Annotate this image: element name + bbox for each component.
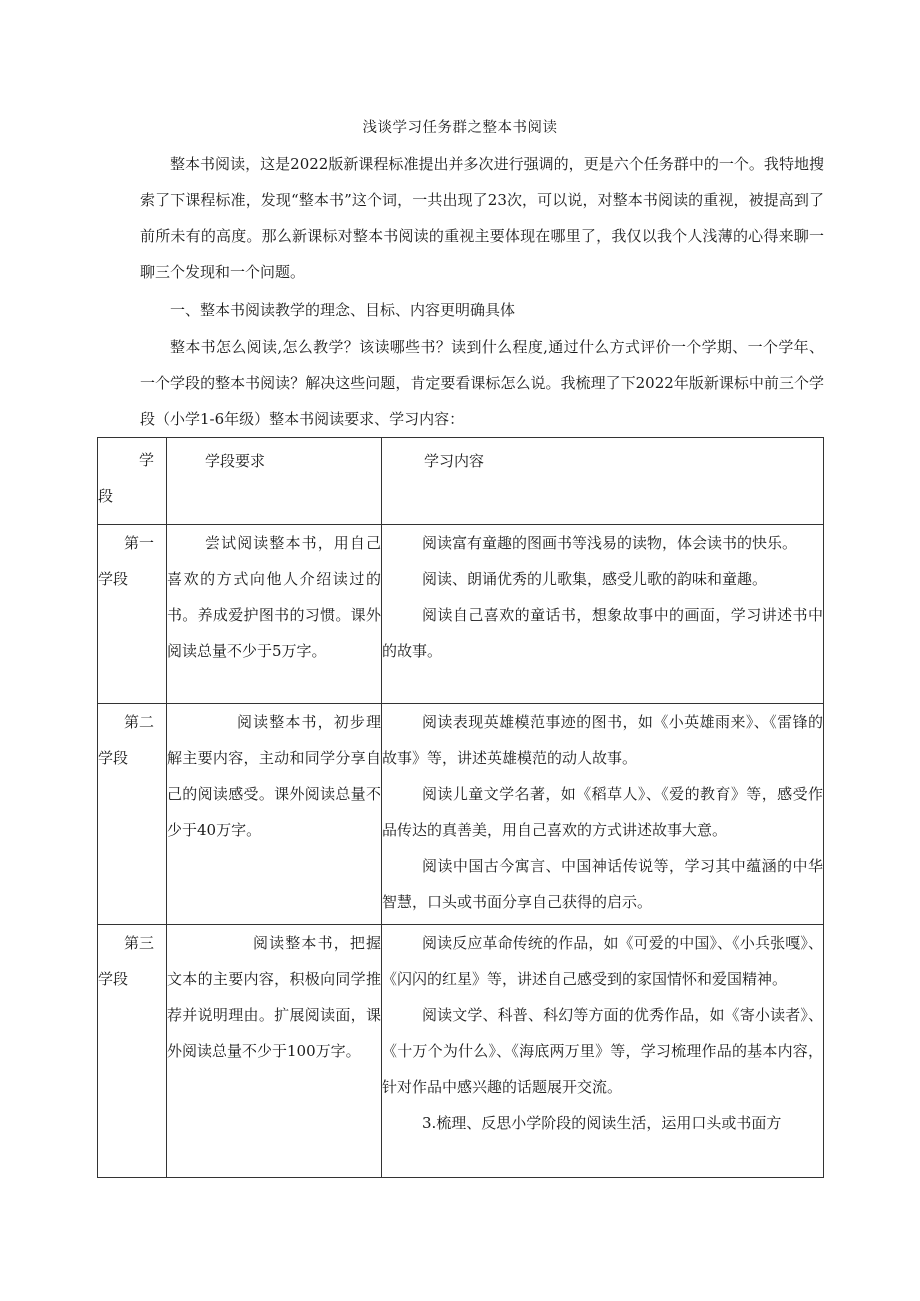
requirement-cell xyxy=(167,704,382,925)
stage-label-suffix: 学段 xyxy=(98,970,129,988)
intro-paragraph: 整本书阅读，这是2022版新课程标准提出并多次进行强调的，更是六个任务群中的一个。我特地搜索了下课程标准，发现“整本书”这个词，一共出现了23次，可以说，对整本书阅读的重视，被提高到了前所未有的高度。那么新课标对整本书阅读的重视主要体现在哪里了，我仅以我个人浅薄的心得来聊一聊三个发现和一个问题。 xyxy=(140,155,824,281)
section-paragraph-1: 整本书怎么阅读,怎么教学？该读哪些书？读到什么程度,通过什么方式评价一个学期、一个学年、一个学段的整本书阅读？解决这些问题，肯定要看课标怎么说。我梳理了下2022年版新课标中前三个学段（小学1-6年级）整本书阅读要求、学习内容： xyxy=(140,338,824,428)
header-stage-cell xyxy=(98,438,167,525)
requirement-cell xyxy=(167,525,382,704)
header-requirement-cell: 学段要求 xyxy=(167,438,382,525)
content-item: 阅读表现英雄模范事迹的图书，如《小英雄雨来》、《雷锋的故事》等，讲述英雄模范的动人故事。 xyxy=(382,713,823,767)
header-content-cell: 学习内容 xyxy=(382,438,824,525)
requirement-text: 阅读整本书，初步理解主要内容，主动和同学分享自己的阅读感受。课外阅读总量不少于40万字。 xyxy=(167,713,381,839)
stage-label-suffix: 学段 xyxy=(98,570,129,588)
requirement-cell xyxy=(167,925,382,1178)
section-heading-1: 一、整本书阅读教学的理念、目标、内容更明确具体 xyxy=(170,301,516,319)
header-stage-label-b: 段 xyxy=(98,487,114,505)
content-cell xyxy=(382,925,824,1178)
table-row xyxy=(98,525,824,704)
content-item: 阅读反应革命传统的作品，如《可爱的中国》、《小兵张嘎》、《闪闪的红星》等，讲述自己感受到的家国情怀和爱国精神。 xyxy=(382,934,823,988)
requirement-text: 尝试阅读整本书，用自己喜欢的方式向他人介绍读过的书。养成爱护图书的习惯。课外阅读总量不少于5万字。 xyxy=(167,534,381,660)
content-item: 阅读、朗诵优秀的儿歌集，感受儿歌的韵味和童趣。 xyxy=(422,570,768,588)
content-item: 阅读自己喜欢的童话书，想象故事中的画面，学习讲述书中的故事。 xyxy=(382,606,823,660)
table-row xyxy=(98,925,824,1178)
content-item: 阅读中国古今寓言、中国神话传说等，学习其中蕴涵的中华智慧，口头或书面分享自己获得的启示。 xyxy=(382,857,823,911)
content-item: 阅读文学、科普、科幻等方面的优秀作品，如《寄小读者》、《十万个为什么》、《海底两万里》等，学习梳理作品的基本内容，针对作品中感兴趣的话题展开交流。 xyxy=(382,1006,823,1096)
header-stage-label-a: 学 xyxy=(138,451,154,469)
content-cell xyxy=(382,525,824,704)
requirement-text: 阅读整本书，把握文本的主要内容，积极向同学推荐并说明理由。扩展阅读面，课外阅读总量不少于100万字。 xyxy=(167,934,381,1060)
stage-cell xyxy=(98,704,167,925)
content-item: 3.梳理、反思小学阶段的阅读生活，运用口头或书面方 xyxy=(422,1114,782,1132)
table-header-row xyxy=(98,438,824,525)
stage-label: 第三 xyxy=(124,934,155,952)
stage-label-suffix: 学段 xyxy=(98,749,129,767)
stage-cell xyxy=(98,525,167,704)
stage-cell xyxy=(98,925,167,1178)
content-cell xyxy=(382,704,824,925)
stage-label: 第二 xyxy=(124,713,155,731)
content-item: 阅读儿童文学名著，如《稻草人》、《爱的教育》等，感受作品传达的真善美，用自己喜欢的方式讲述故事大意。 xyxy=(382,785,823,839)
content-item: 阅读富有童趣的图画书等浅易的读物，体会读书的快乐。 xyxy=(422,534,798,552)
document-title: 浅谈学习任务群之整本书阅读 xyxy=(362,120,558,136)
table-row xyxy=(98,704,824,925)
stage-label: 第一 xyxy=(124,534,155,552)
reading-requirements-table xyxy=(97,437,824,1178)
